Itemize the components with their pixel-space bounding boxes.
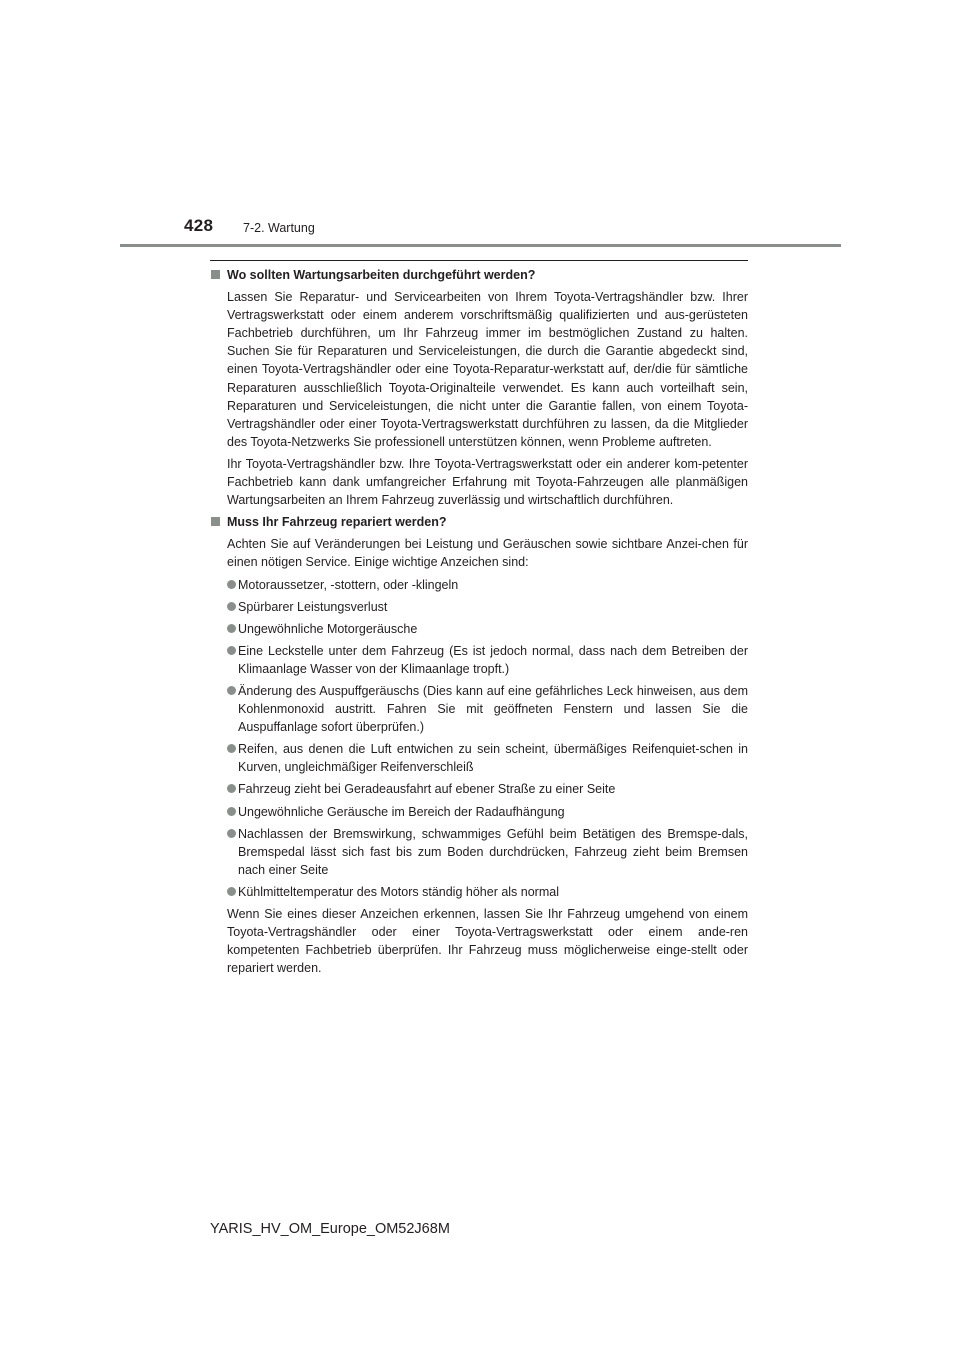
square-bullet-icon — [211, 517, 220, 526]
list-item — [227, 642, 748, 678]
section-heading — [210, 266, 748, 284]
square-bullet-icon — [211, 270, 220, 279]
list-item-text: Motoraussetzer, -stottern, oder -klingeln — [238, 577, 459, 592]
page-content — [210, 266, 748, 981]
circle-bullet-icon — [227, 807, 236, 816]
list-item-text: Eine Leckstelle unter dem Fahrzeug (Es ist jedoch normal, dass nach dem Betreiben der Klimaanlage Wasser von der Klimaanlage tropft.) — [238, 643, 748, 676]
circle-bullet-icon — [227, 784, 236, 793]
list-item — [227, 576, 748, 594]
list-item-text: Ungewöhnliche Motorgeräusche — [238, 621, 418, 636]
header-rule — [120, 244, 841, 247]
list-item-text: Kühlmitteltemperatur des Motors ständig höher als normal — [238, 884, 559, 899]
list-item-text: Spürbarer Leistungsverlust — [238, 599, 388, 614]
paragraph: Lassen Sie Reparatur- und Servicearbeiten von Ihrem Toyota-Vertragshändler bzw. Ihrer Vertragswerkstatt oder einem anderem vorschriftsmäßig qualifizierten und aus-gerüsteten Fachbetrieb durchführen, um Ihr Fahrzeug immer im bestmöglichen Zustand zu halten. Suchen Sie für Reparaturen und Serviceleistungen, die durch die Garantie abgedeckt sind, einen Toyota-Vertragshändler oder eine Toyota-Reparatur-werkstatt auf, der/die für sämtliche Reparaturen ausschließlich Toyota-Originalteile verwendet. Es kann auch vorteilhaft sein, Reparaturen und Serviceleistungen, die nicht unter die Garantie fallen, von einem Toyota-Vertragshändler oder einer Toyota-Vertragswerkstatt durchführen zu lassen, da die Mitglieder des Toyota-Netzwerks Sie professionell unterstützen können, wenn Probleme auftreten. — [227, 290, 748, 449]
circle-bullet-icon — [227, 829, 236, 838]
list-item-text: Fahrzeug zieht bei Geradeausfahrt auf ebener Straße zu einer Seite — [238, 782, 616, 797]
document-code: YARIS_HV_OM_Europe_OM52J68M — [210, 1221, 450, 1237]
circle-bullet-icon — [227, 602, 236, 611]
list-item-text: Ungewöhnliche Geräusche im Bereich der Radaufhängung — [238, 804, 565, 819]
circle-bullet-icon — [227, 580, 236, 589]
list-item-text: Änderung des Auspuffgeräuschs (Dies kann auf eine gefährliches Leck hinweisen, aus dem Kohlenmonoxid austritt. Fahren Sie mit geöffneten Fenstern und lassen Sie die Auspuffanlage sofort überprüfen.) — [238, 683, 748, 735]
list-item — [227, 803, 748, 821]
section-heading-text: Wo sollten Wartungsarbeiten durchgeführt werden? — [227, 268, 536, 282]
list-item-text: Nachlassen der Bremswirkung, schwammiges Gefühl beim Betätigen des Bremspe-dals, Bremspedal lässt sich fast bis zum Boden durchdrücken, Fahrzeug zieht beim Bremsen nach einer Seite — [238, 826, 748, 877]
list-item — [227, 682, 748, 736]
section-heading-text: Muss Ihr Fahrzeug repariert werden? — [227, 515, 447, 530]
content-top-rule — [210, 260, 748, 261]
list-item — [227, 883, 748, 901]
list-item — [227, 620, 748, 638]
paragraph: Ihr Toyota-Vertragshändler bzw. Ihre Toyota-Vertragswerkstatt oder ein anderer kom-petenter Fachbetrieb kann dank umfangreicher Erfahrung mit Toyota-Fahrzeugen alle planmäßigen Wartungsarbeiten an Ihrem Fahrzeug zuverlässig und wirtschaftlich durchführen. — [227, 456, 748, 508]
list-item-text: Reifen, aus denen die Luft entwichen zu sein scheint, übermäßiges Reifenquiet-schen in Kurven, ungleichmäßiger Reifenverschleiß — [238, 742, 748, 775]
section-title: 7-2. Wartung — [243, 221, 315, 235]
paragraph: Achten Sie auf Veränderungen bei Leistung und Geräuschen sowie sichtbare Anzei-chen für einen nötigen Service. Einige wichtige Anzeichen sind: — [227, 537, 748, 570]
list-item — [227, 825, 748, 879]
circle-bullet-icon — [227, 646, 236, 655]
page-number: 428 — [184, 216, 214, 235]
paragraph: Wenn Sie eines dieser Anzeichen erkennen, lassen Sie Ihr Fahrzeug umgehend von einem Toyota-Vertragshändler oder einer Toyota-Vertragswerkstatt oder einem ande-ren kompetenten Fachbetrieb überprüfen. Ihr Fahrzeug muss möglicherweise einge-stellt oder repariert werden. — [227, 907, 748, 976]
section-heading — [210, 513, 748, 531]
list-item — [227, 780, 748, 798]
circle-bullet-icon — [227, 887, 236, 896]
list-item — [227, 598, 748, 616]
circle-bullet-icon — [227, 744, 236, 753]
circle-bullet-icon — [227, 624, 236, 633]
circle-bullet-icon — [227, 686, 236, 695]
list-item — [227, 740, 748, 776]
